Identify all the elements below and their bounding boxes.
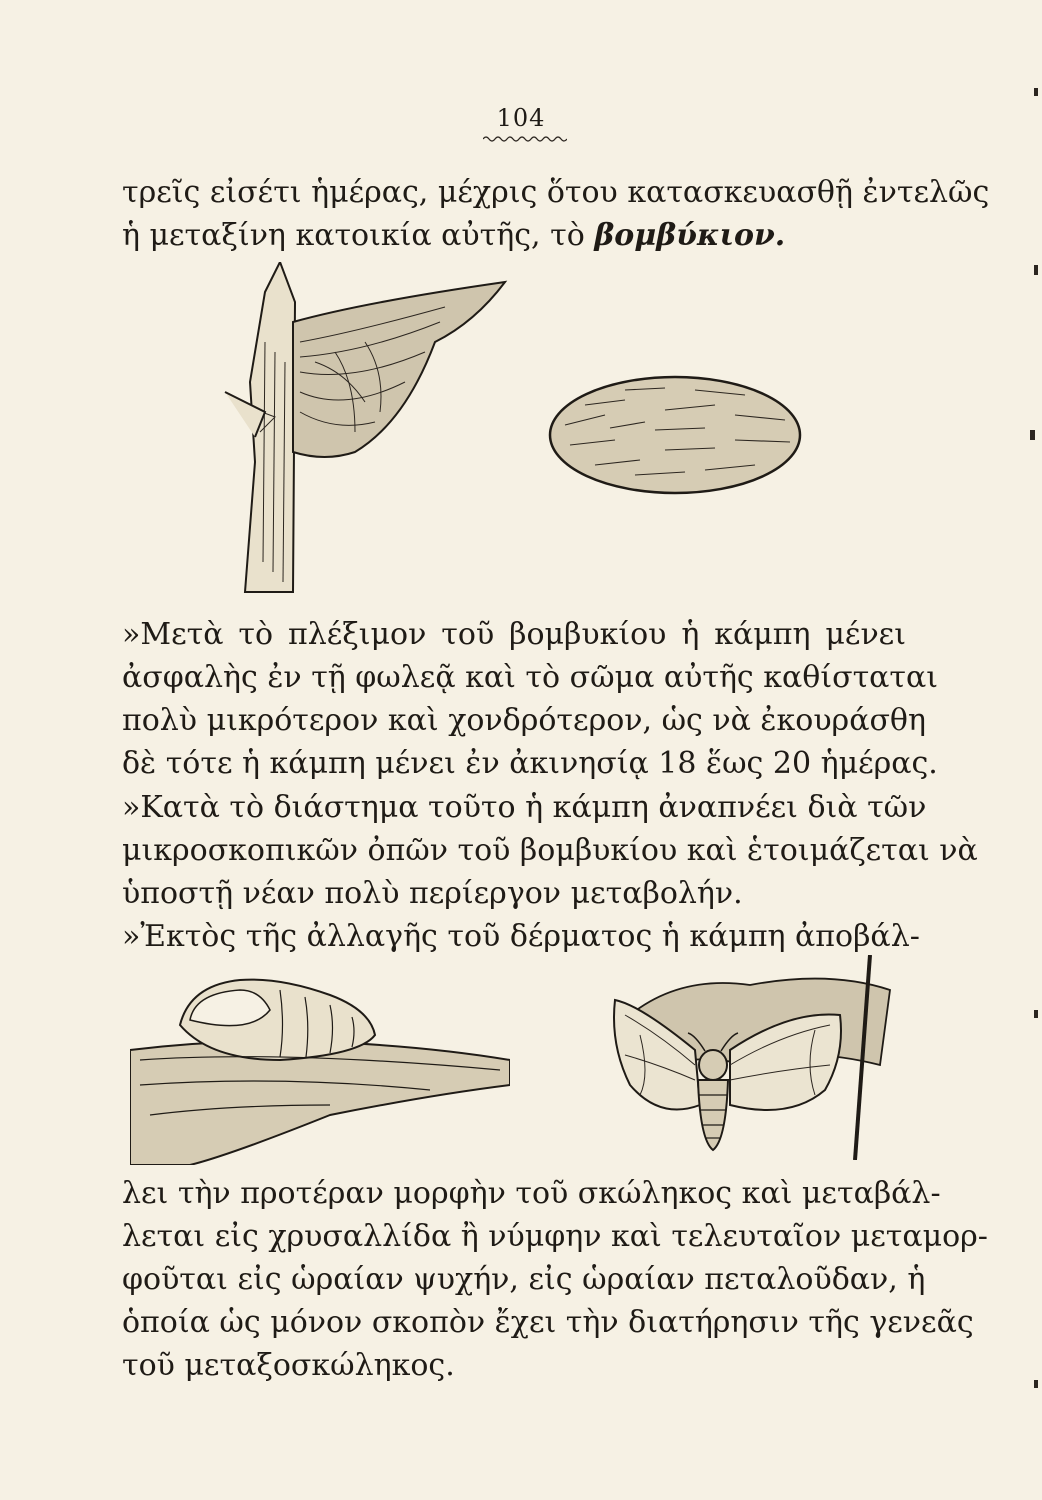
text-line: φοῦται εἰς ὡραίαν ψυχήν, εἰς ὡραίαν πεταλοῦδαν, ἡ — [122, 1262, 926, 1297]
text-line: μικροσκοπικῶν ὀπῶν τοῦ βομβυκίου καὶ ἑτοιμάζεται νὰ — [122, 833, 978, 868]
margin-mark — [1034, 88, 1038, 96]
chrysalis-on-branch-illustration — [130, 965, 510, 1165]
text-line — [122, 217, 906, 255]
cocoon-illustration — [545, 370, 805, 500]
text-line: »Κατὰ τὸ διάστημα τοῦτο ἡ κάμπη ἀναπνέει διὰ τῶν — [122, 790, 927, 825]
text-span: ἡ μεταξίνη κατοικία αὐτῆς, τὸ — [122, 218, 585, 253]
margin-mark — [1030, 430, 1035, 440]
text-line: λει τὴν προτέραν μορφὴν τοῦ σκώληκος καὶ μεταβάλ- — [122, 1176, 941, 1211]
text-line: »Μετὰ τὸ πλέξιμον τοῦ βομβυκίου ἡ κάμπη μένει — [122, 617, 906, 652]
text-line: »Ἐκτὸς τῆς ἀλλαγῆς τοῦ δέρματος ἡ κάμπη ἀποβάλ- — [122, 919, 920, 954]
margin-mark — [1034, 1380, 1038, 1388]
text-line: ἀσφαλὴς ἐν τῇ φωλεᾷ καὶ τὸ σῶμα αὐτῆς καθίσταται — [122, 660, 939, 695]
text-line: δὲ τότε ἡ κάμπη μένει ἐν ἀκινησίᾳ 18 ἕως 20 ἡμέρας. — [122, 746, 938, 781]
margin-mark — [1034, 1010, 1038, 1018]
emphasized-term: βομβύκιον. — [594, 218, 786, 253]
text-line: ὁποία ὡς μόνον σκοπὸν ἔχει τὴν διατήρησιν τῆς γενεᾶς — [122, 1305, 974, 1340]
page-number-ornament — [483, 134, 567, 144]
text-line: τρεῖς εἰσέτι ἡμέρας, μέχρις ὅτου κατασκευασθῇ ἐντελῶς — [122, 175, 990, 210]
margin-mark — [1034, 265, 1038, 275]
cocoon-on-twig-illustration — [205, 262, 525, 597]
text-line: πολὺ μικρότερον καὶ χονδρότερον, ὡς νὰ ἐκουράσθη — [122, 703, 926, 738]
text-line: ὑποστῇ νέαν πολὺ περίεργον μεταβολήν. — [122, 876, 743, 911]
text-line: τοῦ μεταξοσκώληκος. — [122, 1348, 455, 1383]
silk-moth-illustration — [600, 955, 900, 1160]
text-line: λεται εἰς χρυσαλλίδα ἢ νύμφην καὶ τελευταῖον μεταμορ- — [122, 1219, 988, 1254]
page-number: 104 — [496, 104, 546, 132]
